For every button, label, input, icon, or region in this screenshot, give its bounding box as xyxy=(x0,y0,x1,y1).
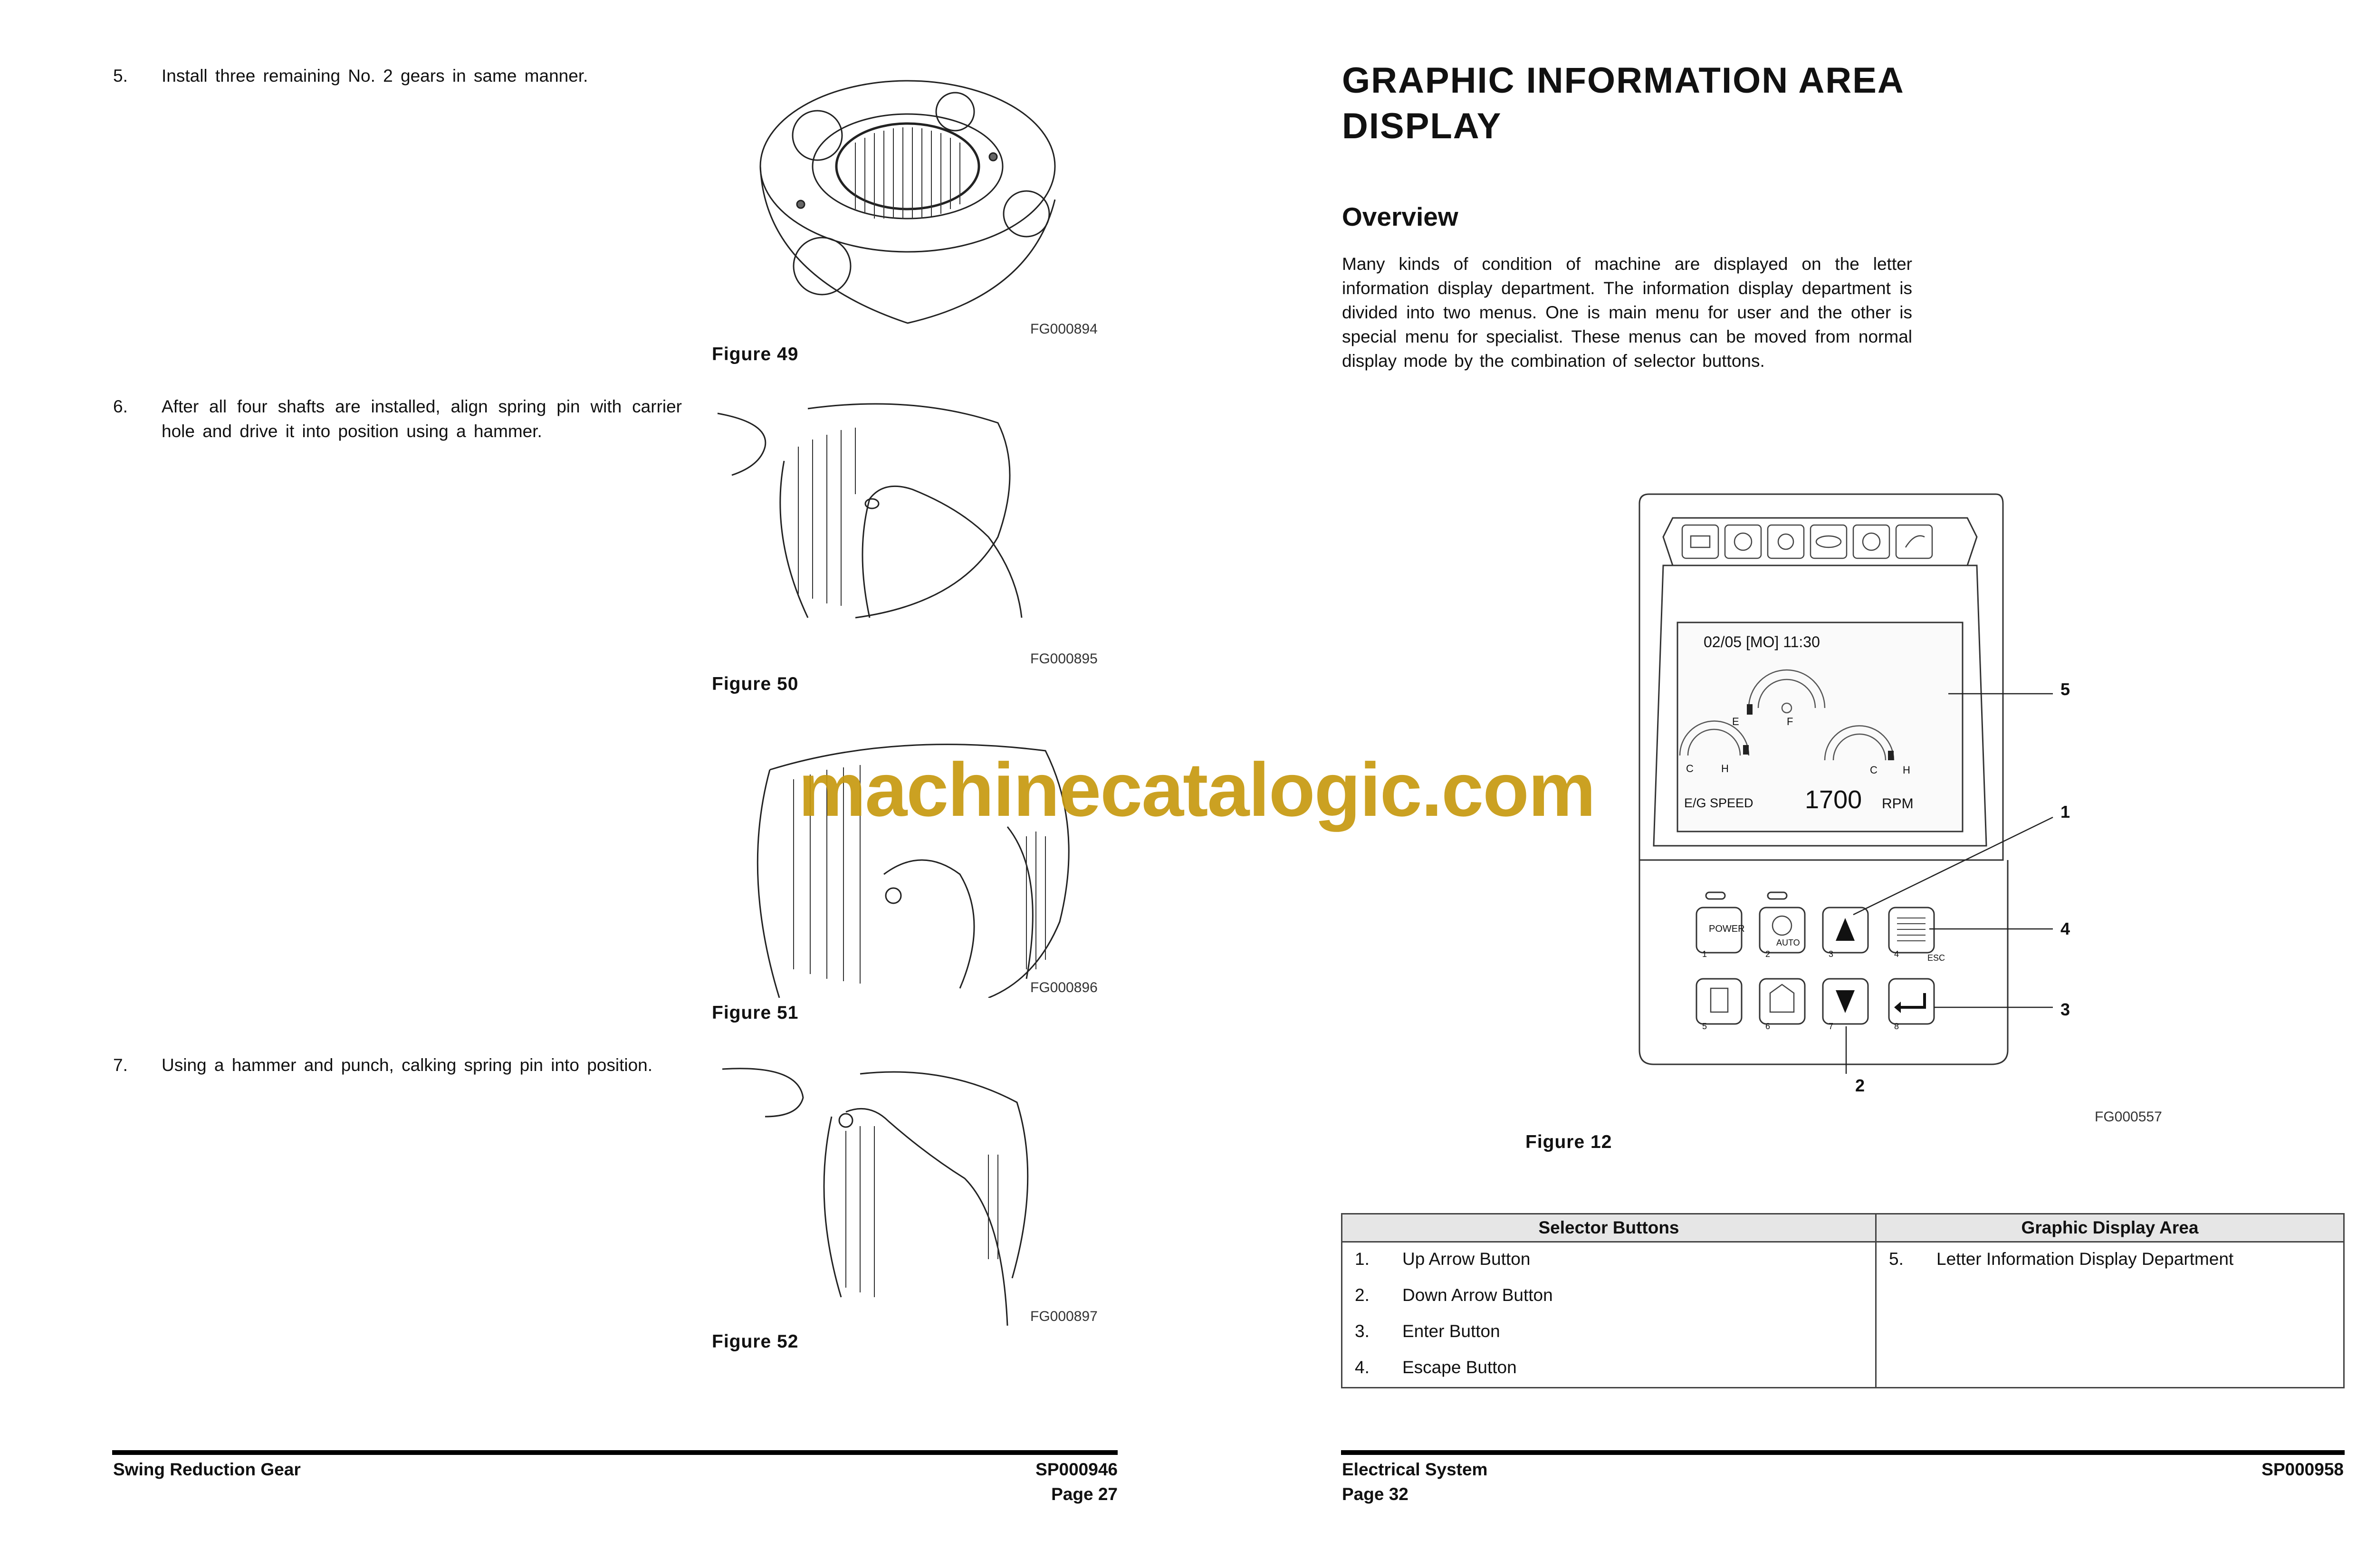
button-number-6: 6 xyxy=(1765,1022,1771,1031)
page-title-line-1: GRAPHIC INFORMATION AREA xyxy=(1342,60,1905,101)
list-item: 4. Escape Button xyxy=(1355,1358,1517,1377)
footer-doc-number: SP000946 xyxy=(1035,1460,1118,1479)
list-item: 1. Up Arrow Button xyxy=(1355,1249,1531,1269)
figure-code: FG000894 xyxy=(1030,321,1098,337)
callout-5: 5 xyxy=(2060,679,2070,699)
figure-code: FG000557 xyxy=(2095,1109,2162,1125)
button-number-3: 3 xyxy=(1829,949,1834,959)
footer-section-title: Electrical System xyxy=(1342,1460,1488,1479)
figure-49-ring-gear-illustration xyxy=(746,76,1088,342)
auto-button-label: AUTO xyxy=(1776,938,1800,947)
watermark: machinecatalogic.com xyxy=(798,747,1595,832)
callout-4: 4 xyxy=(2060,919,2070,938)
callout-3: 3 xyxy=(2060,1000,2070,1019)
figure-caption: Figure 50 xyxy=(712,674,799,694)
button-number-1: 1 xyxy=(1702,949,1707,959)
figure-caption: Figure 52 xyxy=(712,1331,799,1352)
list-item: 3. Enter Button xyxy=(1355,1321,1500,1341)
callout-1: 1 xyxy=(2060,802,2070,822)
footer-section-title: Swing Reduction Gear xyxy=(113,1460,301,1479)
button-number-2: 2 xyxy=(1765,949,1771,959)
engine-rpm-unit: RPM xyxy=(1882,796,1914,812)
callout-2: 2 xyxy=(1855,1076,1865,1095)
engine-speed-label: E/G SPEED xyxy=(1684,796,1753,810)
figure-caption: Figure 12 xyxy=(1525,1132,1612,1152)
coolant-gauge-h: H xyxy=(1721,763,1729,774)
figure-52-hammer-punch-illustration xyxy=(718,1060,1050,1326)
footer-rule xyxy=(112,1450,1118,1455)
step-text: Install three remaining No. 2 gears in same manner. xyxy=(162,66,588,86)
figure-code: FG000895 xyxy=(1030,651,1098,667)
button-number-7: 7 xyxy=(1829,1022,1834,1031)
figure-code: FG000896 xyxy=(1030,980,1098,995)
figure-50-spring-pin-illustration xyxy=(713,394,1045,622)
power-button-label: POWER xyxy=(1709,924,1745,934)
page-title-line-2: DISPLAY xyxy=(1342,106,1502,146)
step-number: 5. xyxy=(113,66,128,86)
step-text: Using a hammer and punch, calking spring pin into position. xyxy=(162,1055,653,1075)
figure-12-display-panel xyxy=(1635,485,2167,1102)
button-number-4: 4 xyxy=(1894,949,1899,959)
list-item: 5. Letter Information Display Department xyxy=(1889,1249,2234,1269)
coolant-gauge-c: C xyxy=(1686,763,1694,774)
oil-gauge-h: H xyxy=(1903,764,1910,776)
overview-paragraph: Many kinds of condition of machine are displayed on the letter information display department. The information display department is divided into two menus. One is main menu for user and the other is special menu for specialist. These menus can be moved from normal display mode by the combination of selector buttons. xyxy=(1342,254,1912,371)
button-number-8: 8 xyxy=(1894,1022,1899,1031)
screen-date-time: 02/05 [MO] 11:30 xyxy=(1704,633,1820,650)
selector-buttons-list xyxy=(1342,1242,1876,1388)
figure-code: FG000897 xyxy=(1030,1309,1098,1324)
footer-page-number: Page 32 xyxy=(1342,1484,1408,1504)
table-header-selector-buttons: Selector Buttons xyxy=(1342,1214,1876,1242)
oil-gauge-c: C xyxy=(1870,764,1878,776)
button-number-5: 5 xyxy=(1702,1022,1707,1031)
engine-rpm-value: 1700 xyxy=(1805,785,1862,814)
table-header-graphic-display-area: Graphic Display Area xyxy=(1876,1214,2344,1242)
list-item: 2. Down Arrow Button xyxy=(1355,1285,1553,1305)
page-title xyxy=(1342,58,1905,149)
section-heading: Overview xyxy=(1342,202,1458,231)
footer-doc-number: SP000958 xyxy=(2261,1460,2344,1479)
footer-rule xyxy=(1341,1450,2345,1455)
figure-caption: Figure 51 xyxy=(712,1003,799,1023)
step-number: 6. xyxy=(113,397,128,416)
selector-buttons-table xyxy=(1341,1213,2345,1388)
esc-button-label: ESC xyxy=(1927,953,1945,963)
footer-page-number: Page 27 xyxy=(1051,1484,1118,1504)
fuel-gauge-e: E xyxy=(1732,716,1739,727)
step-text: After all four shafts are installed, align spring pin with carrier hole and drive it into position using a hammer. xyxy=(162,397,682,441)
graphic-display-area-list xyxy=(1876,1242,2344,1388)
step-number: 7. xyxy=(113,1055,128,1075)
figure-caption: Figure 49 xyxy=(712,344,799,364)
fuel-gauge-f: F xyxy=(1787,716,1793,727)
